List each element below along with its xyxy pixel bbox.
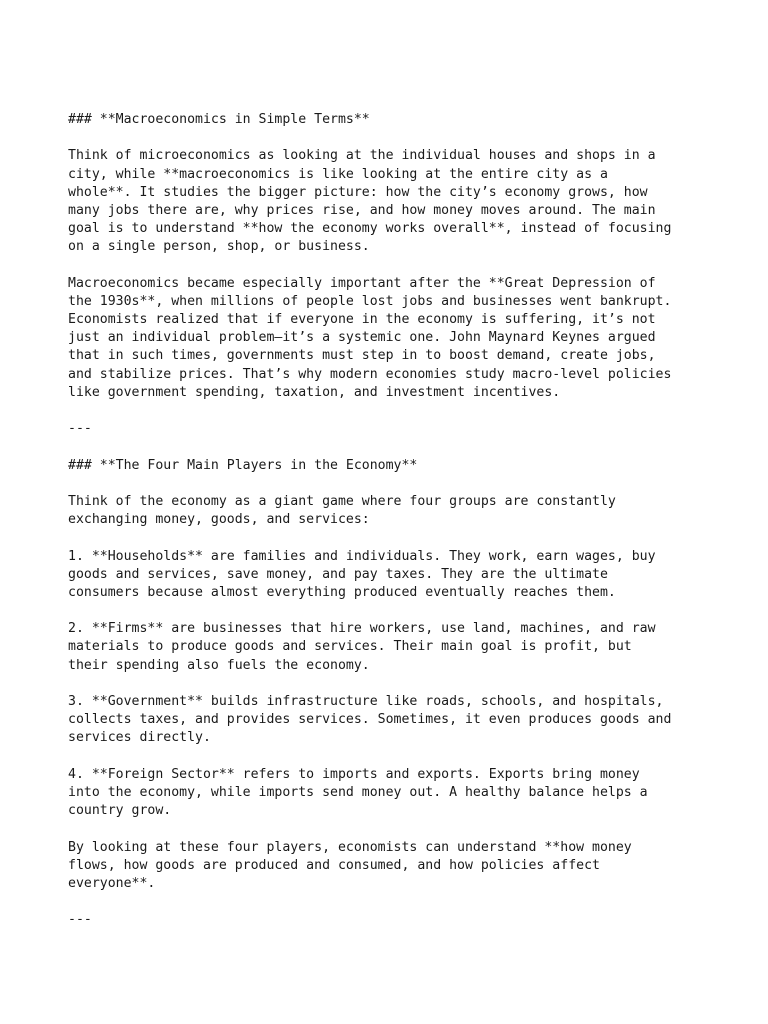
- section-heading: [68, 111, 708, 129]
- text-line: ---: [68, 421, 92, 437]
- paragraph-gap: [68, 257, 708, 275]
- paragraph-gap: [68, 529, 708, 547]
- text-line: services directly.: [68, 730, 211, 746]
- text-line: Economists realized that if everyone in the economy is suffering, it’s not: [68, 312, 656, 328]
- text-line: and stabilize prices. That’s why modern economies study macro-level policies: [68, 366, 672, 382]
- text-line: ---: [68, 912, 92, 928]
- text-line: 3. **Government** builds infrastructure like roads, schools, and hospitals,: [68, 694, 664, 709]
- text-line: just an individual problem—it’s a systemic one. John Maynard Keynes argued: [68, 330, 656, 346]
- text-line: consumers because almost everything produced eventually reaches them.: [68, 584, 616, 600]
- text-line: flows, how goods are produced and consumed, and how policies affect: [68, 857, 600, 873]
- text-line: 1. **Households** are families and individuals. They work, earn wages, buy: [68, 548, 656, 564]
- text-line: their spending also fuels the economy.: [68, 657, 370, 673]
- text-line: whole**. It studies the bigger picture: how the city’s economy grows, how: [68, 184, 648, 200]
- text-line: ### **The Four Main Players in the Economy**: [68, 457, 418, 473]
- paragraph-gap: [68, 402, 708, 420]
- text-line: 4. **Foreign Sector** refers to imports and exports. Exports bring money: [68, 766, 640, 782]
- text-line: exchanging money, goods, and services:: [68, 512, 370, 528]
- list-item: [68, 620, 708, 675]
- paragraph-gap: [68, 438, 708, 456]
- horizontal-rule: [68, 420, 708, 438]
- section-heading: [68, 457, 708, 475]
- text-line: materials to produce goods and services. Their main goal is profit, but: [68, 639, 632, 655]
- paragraph: [68, 275, 708, 402]
- text-line: like government spending, taxation, and investment incentives.: [68, 384, 561, 400]
- text-line: into the economy, while imports send money out. A healthy balance helps a: [68, 784, 648, 800]
- text-line: Think of microeconomics as looking at the individual houses and shops in a: [68, 148, 656, 164]
- paragraph-gap: [68, 602, 708, 620]
- text-line: that in such times, governments must step in to boost demand, create jobs,: [68, 348, 656, 364]
- text-line: everyone**.: [68, 875, 156, 891]
- document-page: [68, 111, 708, 929]
- paragraph: [68, 493, 708, 529]
- paragraph-gap: [68, 475, 708, 493]
- text-line: collects taxes, and provides services. Sometimes, it even produces goods and: [68, 712, 672, 728]
- text-line: country grow.: [68, 803, 172, 819]
- text-line: Think of the economy as a giant game where four groups are constantly: [68, 493, 616, 509]
- text-line: goal is to understand **how the economy works overall**, instead of focusing: [68, 221, 672, 237]
- list-item: [68, 548, 708, 603]
- text-line: goods and services, save money, and pay taxes. They are the ultimate: [68, 566, 608, 582]
- paragraph: [68, 147, 708, 256]
- paragraph-gap: [68, 675, 708, 693]
- paragraph-gap: [68, 893, 708, 911]
- list-item: [68, 766, 708, 821]
- text-line: on a single person, shop, or business.: [68, 239, 370, 255]
- text-line: By looking at these four players, economists can understand **how money: [68, 839, 632, 855]
- paragraph: [68, 839, 708, 894]
- text-line: Macroeconomics became especially important after the **Great Depression of: [68, 275, 656, 291]
- text-line: 2. **Firms** are businesses that hire workers, use land, machines, and raw: [68, 621, 656, 637]
- text-line: many jobs there are, why prices rise, and how money moves around. The main: [68, 202, 656, 218]
- horizontal-rule: [68, 911, 708, 929]
- paragraph-gap: [68, 748, 708, 766]
- text-line: ### **Macroeconomics in Simple Terms**: [68, 112, 370, 127]
- paragraph-gap: [68, 129, 708, 147]
- text-line: city, while **macroeconomics is like looking at the entire city as a: [68, 166, 608, 182]
- paragraph-gap: [68, 820, 708, 838]
- text-line: the 1930s**, when millions of people lost jobs and businesses went bankrupt.: [68, 293, 672, 309]
- list-item: [68, 693, 708, 748]
